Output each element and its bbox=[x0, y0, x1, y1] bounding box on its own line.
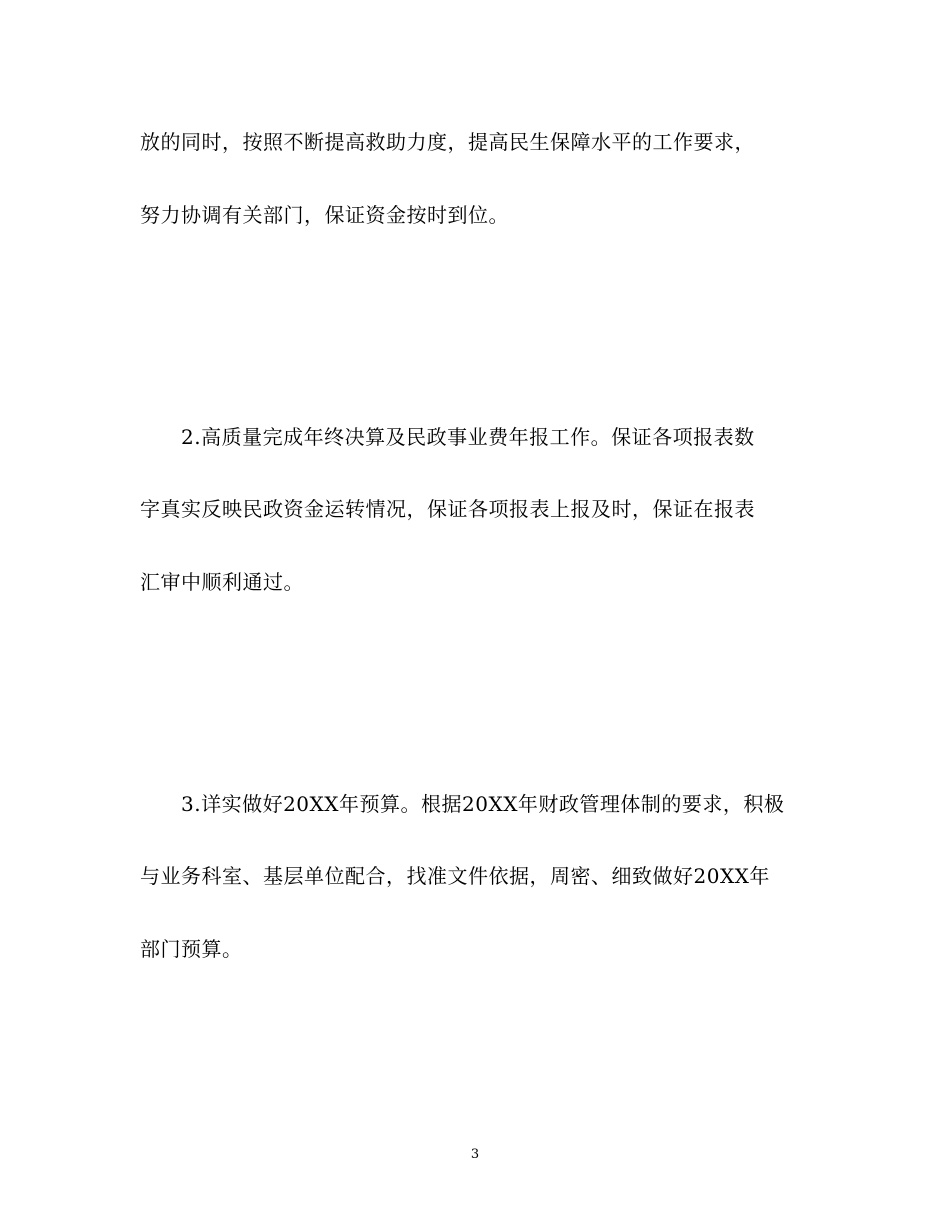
paragraph-3-line-2: 与业务科室、基层单位配合，找准文件依据，周密、细致做好20XX年 bbox=[140, 864, 770, 888]
paragraph-2-line-1: 2.高质量完成年终决算及民政事业费年报工作。保证各项报表数 bbox=[181, 425, 755, 449]
page-number: 3 bbox=[470, 1147, 480, 1162]
paragraph-2-line-2: 字真实反映民政资金运转情况，保证各项报表上报及时，保证在报表 bbox=[140, 497, 755, 521]
paragraph-1-line-1: 放的同时，按照不断提高救助力度，提高民生保障水平的工作要求， bbox=[140, 130, 755, 154]
paragraph-3-line-1: 3.详实做好20XX年预算。根据20XX年财政管理体制的要求，积极 bbox=[181, 792, 785, 816]
paragraph-2-line-3: 汇审中顺利通过。 bbox=[140, 570, 304, 594]
paragraph-1-line-2: 努力协调有关部门，保证资金按时到位。 bbox=[140, 203, 509, 227]
paragraph-3-line-3: 部门预算。 bbox=[140, 937, 243, 961]
